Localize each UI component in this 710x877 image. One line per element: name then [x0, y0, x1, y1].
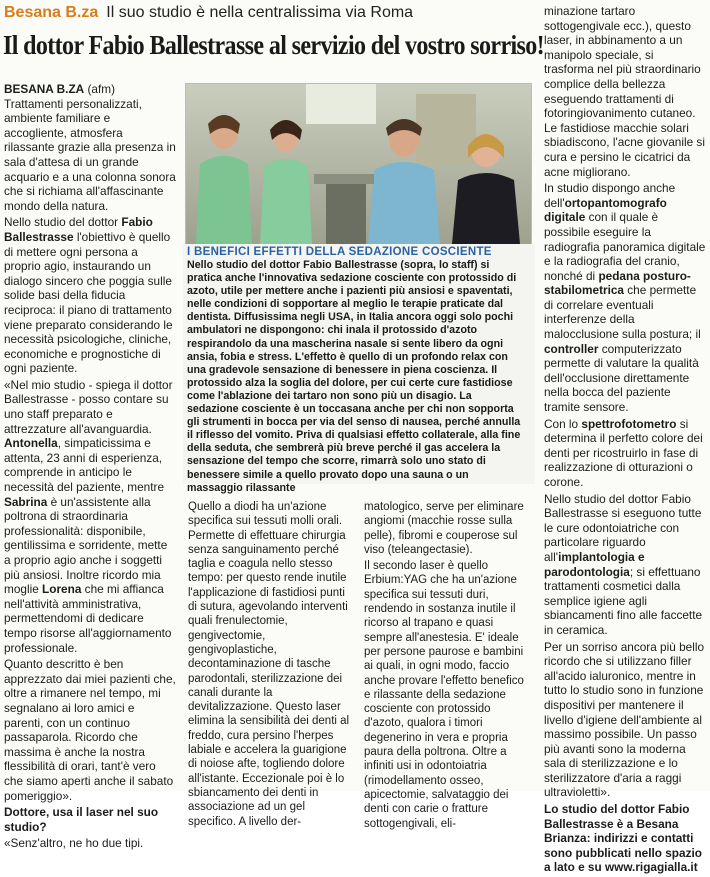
paragraph: Quello a diodi ha un'azione specifica sui tessuti molli orali. Permette di effettuare chirurgia senza sanguinamento perché taglia e coagula nello stesso tempo: per questo rende inutile l'applicazione di fastidiosi punti di sutura, agevolando interventi quali frenulectomie, gengivectomie, gengivoplastiche, decontaminazione di tasche parodontali, sterilizzazione dei canali durante la devitalizzazione. Questo laser elimina la sensibilità dei denti al freddo, cura persino l'herpes labiale e accelera la guarigione di noiose afte, togliendo dolore all'istante. Eccezionale poi è lo sbiancamento dei denti in associazione ad un gel specifico. A livello der-: [188, 501, 350, 828]
closing-info: Lo studio del dottor Fabio Ballestrasse è a Besana Brianza: indirizzi e contatti sono pubblicati nello spazio a lato e su www.rigagialla.it: [544, 802, 702, 875]
sidebar-text: Nello studio del dottor Fabio Ballestrasse (sopra, lo staff) si pratica anche l'innovativa sedazione cosciente con protossido di azoto, utile per mettere anche i pazienti più ansiosi e spaventati, nelle condizioni di sopportare al meglio le terapie praticate dal dentista. Diffusissima negli USA, in Italia ancora oggi solo pochi ambulatori ne dispongono: chi inala il protossido d'azoto respirandolo da una mascherina nasale si sente libero da ogni ansia, fobia e stress. L'effetto è quello di un profondo relax con una gradevole sensazione di benessere in piena coscienza. Il protossido alza la soglia del dolore, per cui certe cure fastidiose come l'ablazione dei tartaro non sono più un disagio. La sedazione cosciente è un toccasana anche per chi non sopporta gli strumenti in bocca per via del senso di nausea, perché annulla il riflesso del vomito. Priva di qualsiasi effetto collaterale, alla fine della seduta, che sembrerà più breve perché il gas accelera la sensazione del tempo che scorre, rimarrà solo uno stato di benessere simile a quello provato dopo una sauna o un massaggio rilassante: [187, 259, 521, 494]
staff-photo-image: [186, 84, 531, 244]
paragraph: matologico, serve per eliminare angiomi (macchie rosse sulla pelle), fibromi e couperose sul viso (teleangectasie).: [364, 501, 524, 556]
paragraph-intro: [4, 82, 176, 213]
paragraph: Nello studio del dottor Fabio Ballestrasse l'obiettivo è quello di mettere ogni persona a proprio agio, instaurando un dialogo sincero che poggia sulle solide basi della fiducia reciproca: il piano di trattamento viene preparato considerando le necessità psicologiche, cliniche, economiche e prognostiche di ogni paziente.: [4, 215, 173, 376]
sidebar-title: I BENEFICI EFFETTI DELLA SEDAZIONE COSCIENTE: [187, 246, 492, 258]
paragraph: Quanto descritto è ben apprezzato dai miei pazienti che, oltre a rimanere nel tempo, mi segnalano ai loro amici e parenti, con un continuo passaparola. Ricordo che massima è anche la nostra flessibilità di orari, tant'è vero che siamo aperti anche il sabato pomeriggio».: [4, 657, 176, 803]
intro-text: Trattamenti personalizzati, ambiente familiare e accogliente, atmosfera rilassante grazie alla presenza in sala d'attesa di un grande acquario e a una colonna sonora che si richiama all'affascinante mondo della natura.: [4, 96, 176, 213]
paragraph: minazione tartaro sottogengivale ecc.), questo laser, in abbinamento a un manipolo speciale, si trasforma nel più straordinario complice della bellezza eseguendo trattamenti di fotoringiovanimento cutaneo. Le fastidiose macchie solari sbiadiscono, l'acne giovanile si cura e persino le cicatrici da acne migliorano.: [544, 4, 705, 179]
column-4: [544, 4, 706, 877]
column-2: [188, 500, 356, 831]
paragraph: Nello studio del dottor Fabio Ballestrasse si eseguono tutte le cure odontoiatriche con particolare riguardo all'implantologia e parodontologia; si effettuano trattamenti cosmetici dalla semplice igiene agli sbiancamenti fino alle faccette in ceramica.: [544, 491, 703, 637]
sidebar-box: [183, 244, 535, 494]
interview-question: Dottore, usa il laser nel suo studio?: [4, 805, 159, 834]
paragraph: Con lo spettrofotometro si determina il perfetto colore dei denti per ricostruirlo in fase di realizzazione di otturazioni o corone.: [544, 416, 703, 489]
column-3: [364, 500, 532, 833]
headline: Il dottor Fabio Ballestrasse al servizio del vostro sorriso!: [3, 30, 545, 60]
author-tag: (afm): [87, 82, 115, 96]
dateline: BESANA B.ZA: [4, 82, 85, 96]
paragraph: Il secondo laser è quello Erbium:YAG che ha un'azione specifica sui tessuti duri, rendendo in sostanza inutile il ricorso al trapano e quasi sempre all'anestesia. E' ideale per persone paurose e bambini ai quali, in ogni modo, faccio anche provare l'effetto benefico e rilassante della sedazione cosciente con protossido d'azoto, qualora i timori degenerino in vera e propria paura della poltrona. Oltre a infiniti usi in odontoiatria (rimodellamento osseo, apicectomie, salvataggio dei denti con carie o fratture sottogengivali, eli-: [364, 560, 524, 830]
paragraph: Per un sorriso ancora più bello ricordo che si utilizzano filler all'acido ialuronico, mentre in tutto lo studio sono in funzione dispositivi per mantenere il livello d'igiene dell'ambiente al massimo possibile. Un passo più avanti sono la moderna sala di sterilizzazione e lo sterilizzatore d'aria a raggi ultravioletti».: [544, 639, 705, 800]
paragraph: In studio dispongo anche dell'ortopantomografo digitale con il quale è possibile eseguire la radiografia panoramica digitale e la radiografia del cranio, nonché di pedana posturo-stabilometrica che permette di correlare eventuali interferenze della malocclusione sulla postura; il controller computerizzato permette di valutare la qualità dell'occlusione direttamente nella bocca del paziente tramite sensore.: [544, 181, 706, 415]
article-kicker: [0, 0, 535, 26]
kicker-location: Besana B.za: [4, 4, 99, 21]
staff-photo: [185, 83, 532, 245]
column-1: [4, 82, 176, 853]
kicker-text: Il suo studio è nella centralissima via Roma: [106, 4, 414, 21]
interview-answer: «Senz'altro, ne ho due tipi.: [4, 836, 144, 851]
paragraph: «Nel mio studio - spiega il dottor Ballestrasse - posso contare su uno staff preparato e attrezzature all'avanguardia. Antonella, simpaticissima e attenta, 23 anni di esperienza, comprende in anticipo le necessità del paziente, mentre Sabrina è un'assistente alla poltrona di straordinaria professionalità: disponibile, gentilissima e sorridente, mette a proprio agio anche i soggetti più ansiosi. Inoltre ricordo mia moglie Lorena che mi affianca nell'attività amministrativa, permettendomi di dedicare tempo risorse all'aggiornamento professionale.: [4, 377, 173, 655]
